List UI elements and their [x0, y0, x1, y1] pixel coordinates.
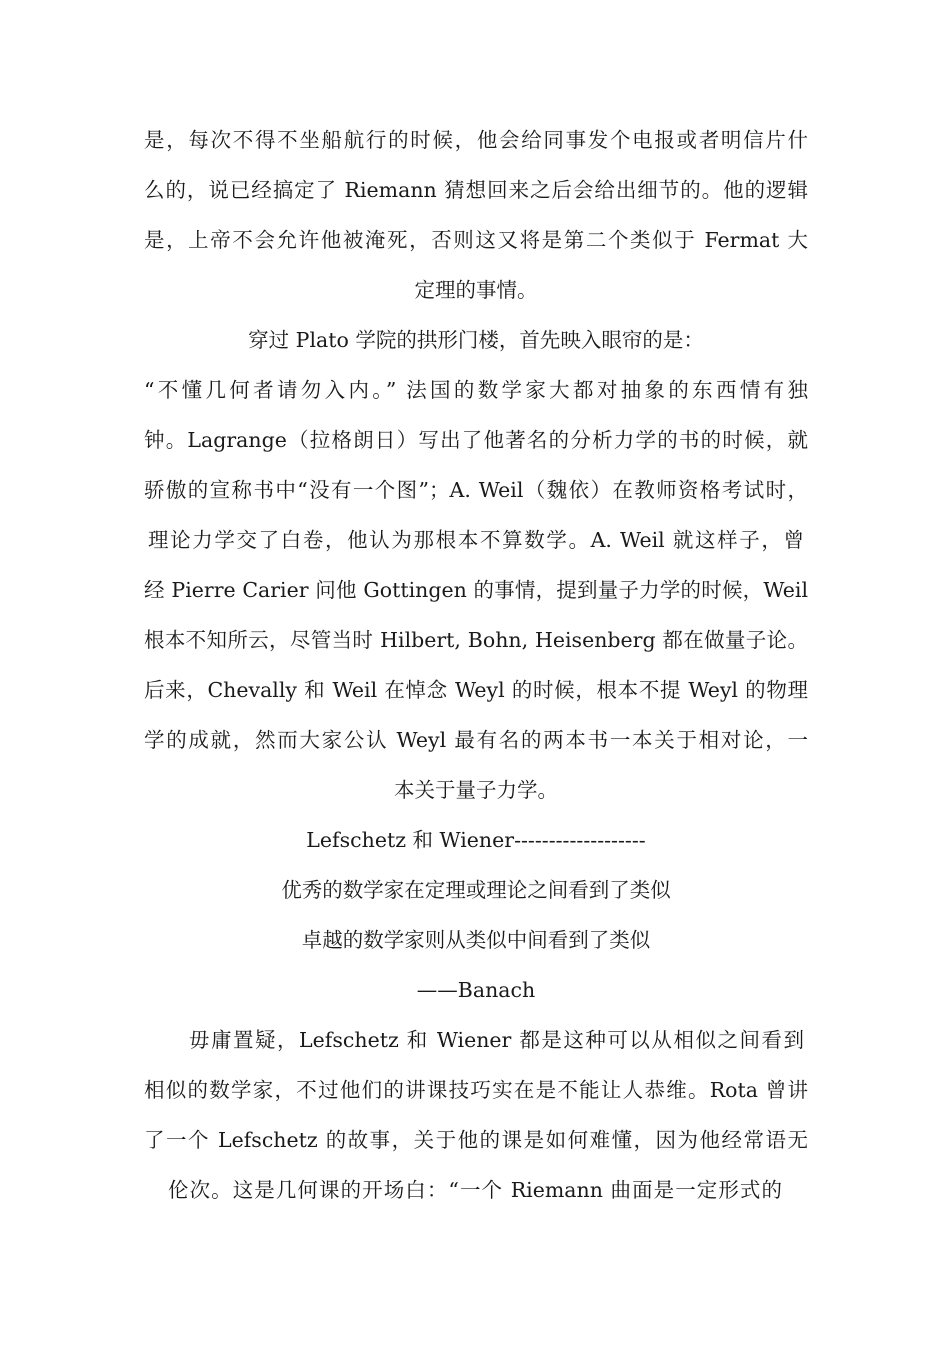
text-line-20: 相似的数学家，不过他们的讲课技巧实在是不能让人恭维。Rota 曾讲 — [144, 1078, 808, 1102]
text-line-12: 后来，Chevally 和 Weil 在悼念 Weyl 的时候，根本不提 Weyl 的物理 — [144, 678, 808, 702]
text-line-7: 钟。Lagrange（拉格朗日）写出了他著名的分析力学的书的时候，就 — [144, 428, 808, 452]
quote-attribution: ——Banach — [416, 978, 536, 1002]
text-line-2: 么的，说已经搞定了 Riemann 猜想回来之后会给出细节的。他的逻辑 — [144, 178, 808, 202]
text-line-8: 骄傲的宣称书中“没有一个图”；A. Weil（魏依）在教师资格考试时， — [144, 478, 808, 502]
text-line-5: 穿过 Plato 学院的拱形门楼，首先映入眼帘的是： — [248, 328, 704, 352]
text-line-6: “不懂几何者请勿入内。” 法国的数学家大都对抽象的东西情有独 — [144, 378, 808, 402]
text-line-4: 定理的事情。 — [414, 278, 538, 302]
text-line-13: 学的成就，然而大家公认 Weyl 最有名的两本书一本关于相对论，一 — [144, 728, 808, 752]
text-line-22: 伦次。这是几何课的开场白：“一个 Riemann 曲面是一定形式的 — [168, 1178, 782, 1202]
text-line-3: 是，上帝不会允许他被淹死，否则这又将是第二个类似于 Fermat 大 — [144, 228, 808, 252]
text-line-21: 了一个 Lefschetz 的故事，关于他的课是如何难懂，因为他经常语无 — [144, 1128, 808, 1152]
text-line-14: 本关于量子力学。 — [394, 778, 558, 802]
quote-line-1: 优秀的数学家在定理或理论之间看到了类似 — [281, 878, 671, 902]
section-heading: Lefschetz 和 Wiener------------------- — [306, 828, 646, 852]
text-line-1: 是，每次不得不坐船航行的时候，他会给同事发个电报或者明信片什 — [144, 128, 808, 152]
text-line-10: 经 Pierre Carier 问他 Gottingen 的事情，提到量子力学的时候，Weil — [144, 578, 808, 602]
text-line-19: 毋庸置疑，Lefschetz 和 Wiener 都是这种可以从相似之间看到 — [189, 1028, 804, 1052]
quote-line-2: 卓越的数学家则从类似中间看到了类似 — [301, 928, 651, 952]
text-line-11: 根本不知所云，尽管当时 Hilbert, Bohn, Heisenberg 都在做量子论。 — [144, 628, 808, 652]
text-line-9: 理论力学交了白卷，他认为那根本不算数学。A. Weil 就这样子，曾 — [148, 528, 804, 552]
